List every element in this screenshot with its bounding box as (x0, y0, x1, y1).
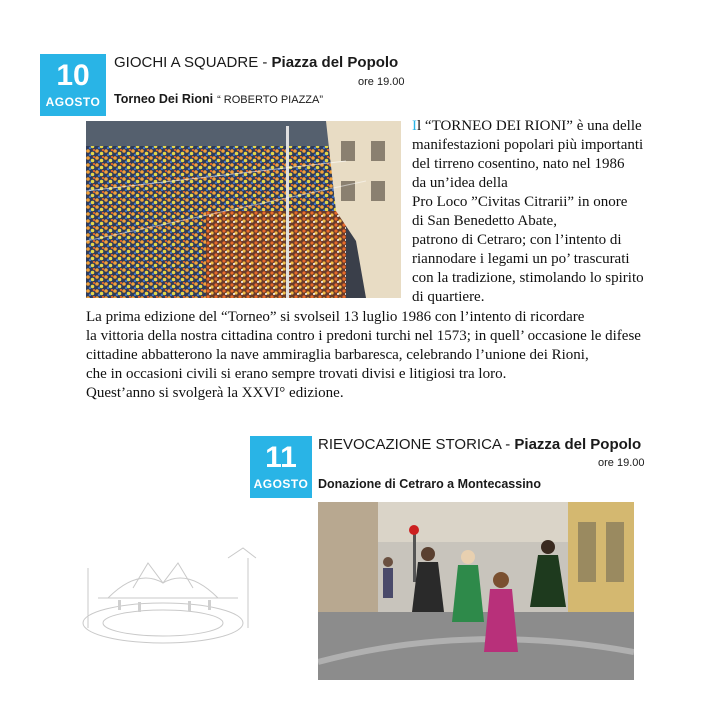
intro-line: di San Benedetto Abate, (412, 213, 557, 229)
badge-month: AGOSTO (45, 95, 101, 109)
event-title-plain: GIOCHI A SQUADRE - (114, 54, 272, 71)
date-badge-10-agosto (40, 54, 106, 116)
intro-line: con la tradizione, stimolando lo spirito (412, 270, 644, 286)
photo-rievocazione-procession (318, 502, 634, 680)
badge-day: 10 (56, 59, 90, 92)
event-title-rievocazione (318, 436, 641, 453)
badge-month: AGOSTO (253, 477, 309, 491)
event-title-giochi (114, 54, 398, 71)
torneo-history-text (86, 308, 706, 403)
intro-line: da un’idea della (412, 175, 508, 191)
photo-torneo-crowd (86, 121, 401, 298)
event-subtitle (114, 92, 323, 106)
event-title-plain: RIEVOCAZIONE STORICA - (318, 436, 515, 453)
body-line: la vittoria della nostra cittadina contro i predoni turchi nel 1573; in quell’ occasione le difese (86, 328, 641, 344)
body-line: Quest’anno si svolgerà la XXVI° edizione. (86, 385, 344, 401)
subtitle-name: Donazione di Cetraro a Montecassino (318, 477, 541, 491)
body-line: La prima edizione del “Torneo” si svolseil 13 luglio 1986 con l’intento di ricordare (86, 309, 585, 325)
torneo-intro-text (412, 117, 702, 307)
date-badge-11-agosto (250, 436, 312, 498)
badge-day: 11 (265, 441, 297, 474)
body-line: che in occasioni civili si erano sempre trovati divisi e litigiosi tra loro. (86, 366, 507, 382)
intro-line: riannodare i legami un po’ trascurati (412, 251, 630, 267)
event-time: ore 19.00 (358, 76, 405, 88)
intro-line: Pro Loco ”Civitas Citrarii” in onore (412, 194, 628, 210)
intro-line: di quartiere. (412, 289, 485, 305)
intro-line: patrono di Cetraro; con l’intento di (412, 232, 622, 248)
subtitle-quote: “ ROBERTO PIAZZA” (217, 94, 324, 106)
drop-initial: I (412, 118, 417, 134)
intro-line: Il “TORNEO DEI RIONI” è una delle (412, 118, 642, 134)
event-time: ore 19.00 (598, 457, 645, 469)
event-subtitle (318, 477, 541, 491)
event-location: Piazza del Popolo (514, 436, 642, 453)
subtitle-name: Torneo Dei Rioni (114, 92, 214, 106)
intro-line: del tirreno cosentino, nato nel 1986 (412, 156, 625, 172)
intro-line: manifestazioni popolari più importanti (412, 137, 644, 153)
square-sketch-illustration (78, 528, 258, 648)
event-location: Piazza del Popolo (271, 54, 399, 71)
body-line: cittadine abbatterono la nave ammiraglia barbaresca, celebrando l’unione dei Rioni, (86, 347, 589, 363)
